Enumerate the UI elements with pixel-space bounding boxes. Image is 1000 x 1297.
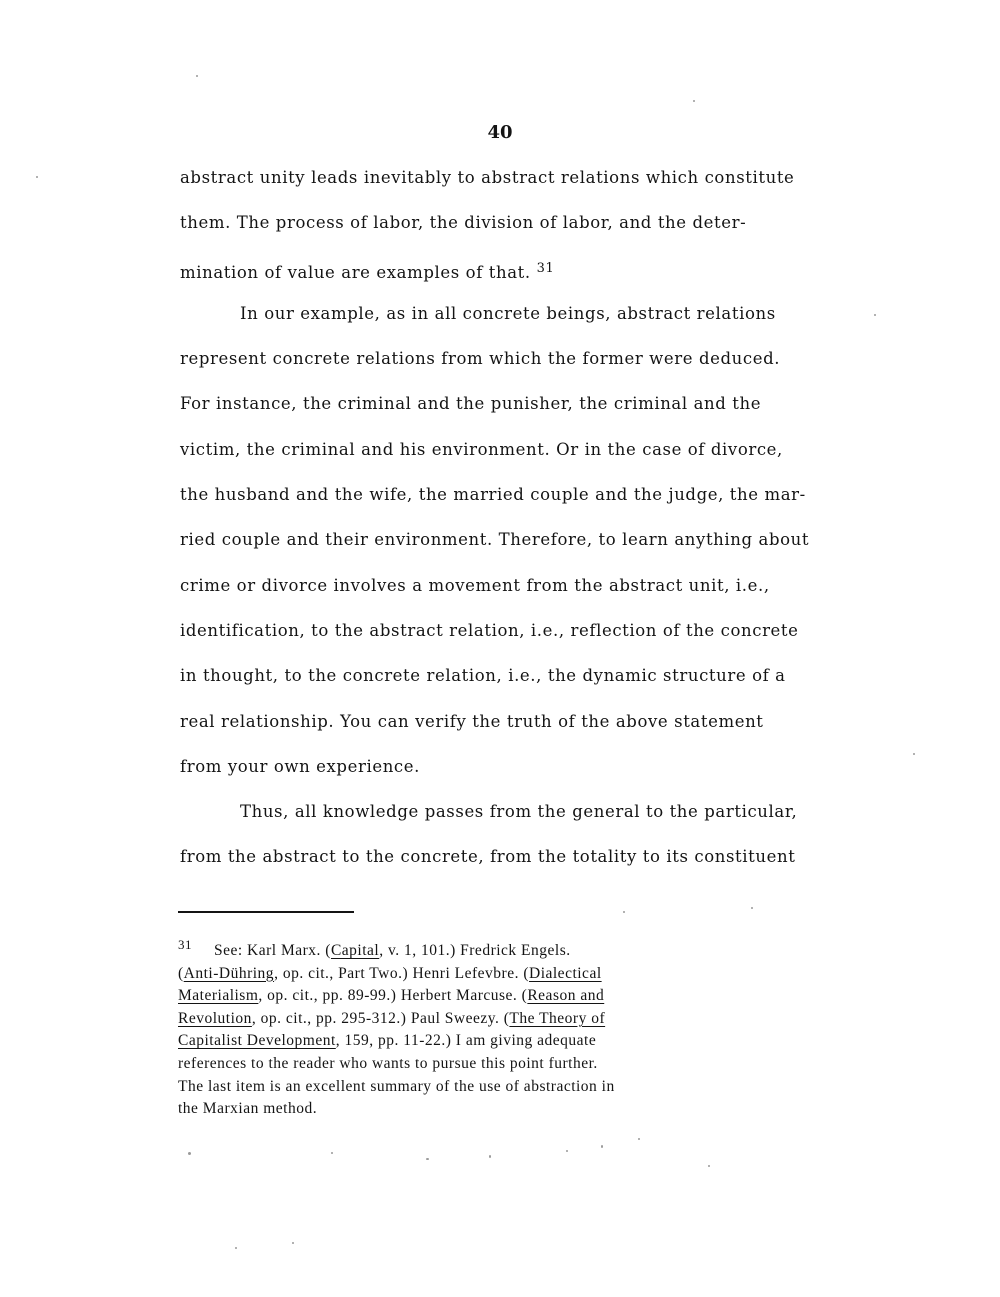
body-line (180, 254, 920, 299)
footnote-text: references to the reader who wants to pursue this point further. (178, 1054, 598, 1072)
scan-speck (623, 911, 625, 913)
body-line (180, 299, 920, 344)
footnote-text: the Marxian method. (178, 1100, 318, 1118)
body-line-text: ried couple and their environment. Therefore, to learn anything about (180, 530, 810, 550)
body-line-text: identification, to the abstract relation, i.e., reflection of the concrete (180, 620, 799, 640)
footnote-divider (178, 911, 354, 913)
cited-title: The Theory of (509, 1009, 606, 1027)
scan-speck (874, 314, 876, 316)
scan-speck (601, 1145, 603, 1148)
scan-speck (331, 1152, 333, 1154)
footnote-text: , v. 1, 101.) Fredrick Engels. (379, 942, 571, 959)
body-line (180, 525, 920, 570)
body-line (180, 571, 920, 616)
cited-title: Revolution (178, 1009, 252, 1027)
scan-speck (489, 1155, 491, 1158)
footnote-line (178, 1030, 898, 1053)
body-line-text: victim, the criminal and his environment. Or in the case of divorce, (180, 439, 783, 459)
cited-title: Reason and (527, 987, 605, 1005)
cited-title: Dialectical (529, 964, 602, 982)
scan-speck (292, 1242, 294, 1244)
footnote-marker: 31 (178, 937, 192, 952)
scan-speck (708, 1165, 710, 1167)
footnote-text: , op. cit., pp. 89-99.) Herbert Marcuse. ( (258, 987, 528, 1005)
body-line (180, 344, 920, 389)
body-line (180, 389, 920, 434)
body-line (180, 480, 920, 525)
body-line (180, 752, 920, 797)
scan-speck (751, 907, 753, 909)
scan-speck (693, 100, 695, 102)
footnote-text: , op. cit., pp. 295-312.) Paul Sweezy. ( (251, 1009, 510, 1027)
body-line-text: real relationship. You can verify the truth of the above statement (180, 711, 764, 731)
footnote-line (178, 985, 898, 1008)
body-line (180, 842, 920, 887)
scan-speck (36, 176, 38, 178)
footnote-line (178, 1008, 898, 1031)
scan-speck (235, 1247, 237, 1249)
body-line-text: crime or divorce involves a movement from the abstract unit, i.e., (180, 575, 770, 595)
body-line (180, 163, 920, 208)
body-line-text: In our example, as in all concrete beings, abstract relations (240, 303, 776, 323)
body-line-text: Thus, all knowledge passes from the general to the particular, (240, 802, 798, 822)
body-line (180, 616, 920, 661)
body-line (180, 208, 920, 253)
footnote-line (178, 937, 898, 963)
body-line (180, 707, 920, 752)
body-line-text: in thought, to the concrete relation, i.e., the dynamic structure of a (180, 666, 786, 686)
footnote-text: ( (178, 964, 184, 982)
footnote-line (178, 1098, 898, 1121)
page-number: 40 (487, 122, 513, 143)
footnote-line (178, 963, 898, 986)
scan-speck (638, 1138, 640, 1140)
body-line-text: For instance, the criminal and the punisher, the criminal and the (180, 394, 762, 414)
body-line-text: represent concrete relations from which the former were deduced. (180, 349, 781, 369)
scan-speck (913, 753, 915, 755)
scan-speck (566, 1150, 568, 1152)
footnote-text: See: Karl Marx. ( (214, 942, 331, 959)
body-line (180, 661, 920, 706)
footnote-reference[interactable]: 31 (536, 260, 555, 276)
scan-speck (426, 1158, 429, 1160)
footnote-text: , 159, pp. 11-22.) I am giving adequate (335, 1032, 597, 1050)
body-line-text: the husband and the wife, the married couple and the judge, the mar- (180, 485, 806, 505)
cited-title: Capitalist Development (178, 1032, 336, 1050)
footnote (178, 937, 898, 1121)
body-line-text: abstract unity leads inevitably to abstract relations which constitute (180, 168, 795, 187)
body-line-text: mination of value are examples of that. (180, 262, 531, 282)
body-line (180, 435, 920, 480)
body-line-text: them. The process of labor, the division of labor, and the deter- (180, 213, 747, 233)
cited-title: Capital (330, 942, 380, 959)
scan-speck (188, 1152, 191, 1155)
scan-speck (196, 75, 198, 77)
body-text (180, 163, 920, 888)
footnote-text: The last item is an excellent summary of the use of abstraction in (178, 1077, 615, 1095)
body-line (180, 797, 920, 842)
body-line-text: from your own experience. (180, 756, 420, 776)
footnote-line (178, 1053, 898, 1076)
footnote-text: , op. cit., Part Two.) Henri Lefevbre. ( (274, 964, 529, 982)
cited-title: Anti-Dühring (183, 964, 275, 982)
footnote-line (178, 1076, 898, 1099)
body-line-text: from the abstract to the concrete, from the totality to its constituent (180, 847, 796, 867)
cited-title: Materialism (178, 987, 259, 1005)
